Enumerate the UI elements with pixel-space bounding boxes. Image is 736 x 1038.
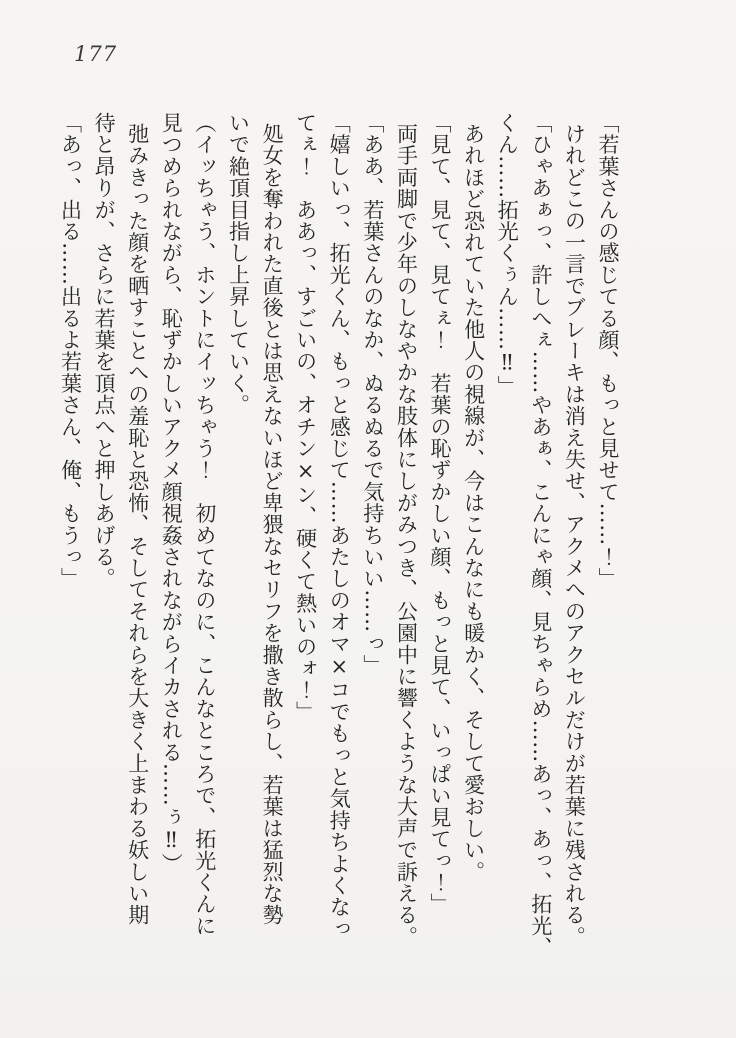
text-line: いで絶頂目指し上昇していく。 xyxy=(226,112,251,416)
text-line: 見つめられながら、恥ずかしいアクメ顔視姦されながらイカされる……ぅ‼） xyxy=(159,112,184,875)
text-line: あれほど恐れていた他人の視線が、今はこんなにも暖かく、そして愛おしい。 xyxy=(461,123,486,883)
text-line: てぇ！ ああっ、すごいの、オチン×ン、硬くて熱いのォ！」 xyxy=(293,112,318,723)
text-line: くん……拓光くぅん……‼」 xyxy=(495,112,520,398)
text-line: 弛みきった顔を晒すことへの羞恥と恐怖、そしてそれらを大きく上まわる妖しい期 xyxy=(125,123,150,926)
text-line: 「あっ、出る……出るよ若葉さん、俺、もうっ」 xyxy=(58,112,83,590)
text-line: 処女を奪われた直後とは思えないほど卑猥なセリフを撒き散らし、若葉は猛烈な勢 xyxy=(260,123,285,926)
text-line: 両手両脚で少年のしなやかな肢体にしがみつき、公園中に響くような大声で訴える。 xyxy=(394,123,419,948)
text-block xyxy=(53,112,624,960)
text-line: 「若葉さんの感じてる顔、もっと見せて……！」 xyxy=(596,112,620,590)
text-line: 「見て、見て、見てぇ！ 若葉の恥ずかしい顔、もっと見て、いっぱい見てっ！」 xyxy=(428,112,453,915)
text-line: （イッちゃう、ホントにイッちゃう！ 初めてなのに、こんなところで、拓光くんに xyxy=(192,112,217,937)
text-line: 「ああ、若葉さんのなか、ぬるぬるで気持ちいい……っ」 xyxy=(360,112,385,677)
text-line: 待と昂りが、さらに若葉を頂点へと押しあげる。 xyxy=(92,112,117,590)
page-number: 177 xyxy=(74,42,118,66)
text-line: 「ひゃあぁっ、許しへぇ……やあぁ、こんにゃ顔、見ちゃらめ……あっ、あっ、拓光、 xyxy=(528,112,553,959)
text-line: けれどこの一言でブレーキは消え失せ、アクメへのアクセルだけが若葉に残される。 xyxy=(562,123,587,948)
text-line: 「嬉しいっ、拓光くん、もっと感じて……あたしのオマ×コでもっと気持ちよくなっ xyxy=(327,112,352,940)
